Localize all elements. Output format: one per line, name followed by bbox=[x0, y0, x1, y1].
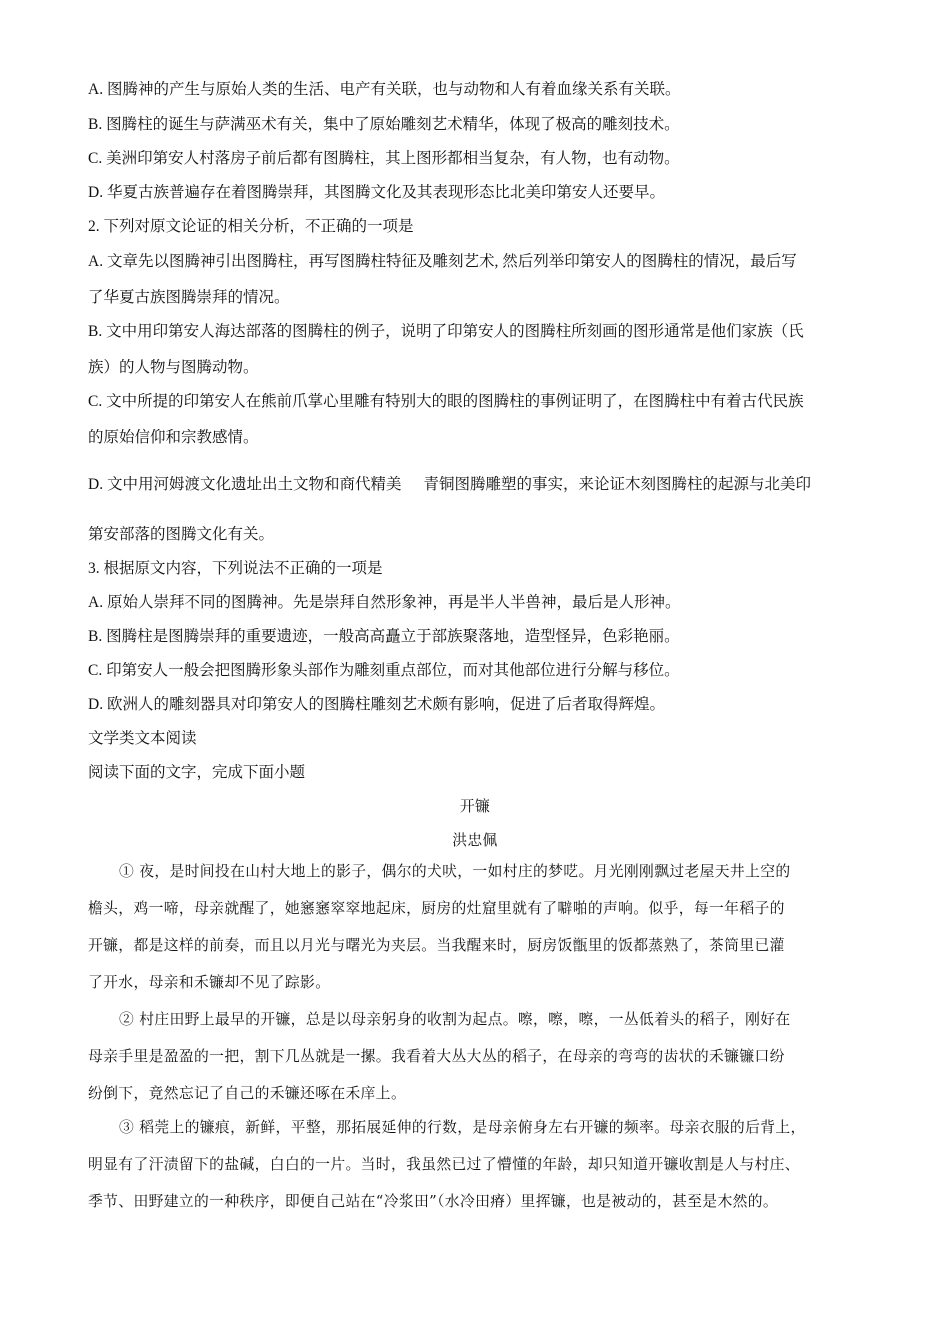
q2-option-d-part1: D. 文中用河姆渡文化遗址出土文物和商代精美 bbox=[88, 476, 402, 493]
q3-option-a: A. 原始人崇拜不同的图腾神。先是崇拜自然形象神，再是半人半兽神，最后是人形神。 bbox=[88, 594, 681, 611]
passage-p1-line1: ① 夜，是时间投在山村大地上的影子，偶尔的犬吠，一如村庄的梦呓。月光刚刚飘过老屋天井上空的 bbox=[119, 863, 791, 880]
q2-option-d-line1 bbox=[88, 475, 811, 495]
section-heading: 文学类文本阅读 bbox=[88, 730, 197, 747]
q2-option-b-line2: 族）的人物与图腾动物。 bbox=[88, 359, 259, 376]
passage-author: 洪忠佩 bbox=[452, 832, 498, 849]
q3-option-b: B. 图腾柱是图腾崇拜的重要遗迹，一般高高矗立于部族聚落地，造型怪异，色彩艳丽。 bbox=[88, 628, 680, 645]
passage-p1-line4: 了开水，母亲和禾镰却不见了踪影。 bbox=[88, 974, 331, 991]
q3-stem: 3. 根据原文内容，下列说法不正确的一项是 bbox=[88, 560, 383, 577]
passage-p3-line2: 明显有了汗渍留下的盐碱，白白的一片。当时，我虽然已过了懵懂的年龄，却只知道开镰收割是人与村庄、 bbox=[88, 1156, 800, 1173]
q1-option-d: D. 华夏古族普遍存在着图腾崇拜，其图腾文化及其表现形态比北美印第安人还要早。 bbox=[88, 184, 665, 201]
q3-option-c: C. 印第安人一般会把图腾形象头部作为雕刻重点部位，而对其他部位进行分解与移位。 bbox=[88, 662, 680, 679]
passage-p2-line3: 纷倒下，竟然忘记了自己的禾镰还啄在禾庠上。 bbox=[88, 1085, 407, 1102]
q1-option-c: C. 美洲印第安人村落房子前后都有图腾柱，其上图形都相当复杂，有人物，也有动物。 bbox=[88, 150, 680, 167]
q2-option-d-line2: 第安部落的图腾文化有关。 bbox=[88, 526, 275, 543]
q2-option-d-part2: 青铜图腾雕塑的事实，来论证木刻图腾柱的起源与北美印 bbox=[423, 476, 811, 493]
passage-p1-line2: 檐头，鸡一啼，母亲就醒了，她窸窸窣窣地起床，厨房的灶窟里就有了噼啪的声响。似乎，每一年稻子的 bbox=[88, 900, 785, 917]
section-instruction: 阅读下面的文字，完成下面小题 bbox=[88, 764, 306, 781]
q2-option-a-line1: A. 文章先以图腾神引出图腾柱，再写图腾柱特征及雕刻艺术, 然后列举印第安人的图腾柱的情况，最后写 bbox=[88, 253, 797, 270]
passage-p3-line1: ③ 稻莞上的镰痕，新鲜，平整，那拓展延伸的行数，是母亲俯身左右开镰的频率。母亲衣服的后背上， bbox=[119, 1119, 806, 1136]
q1-option-b: B. 图腾柱的诞生与萨满巫术有关，集中了原始雕刻艺术精华，体现了极高的雕刻技术。 bbox=[88, 116, 680, 133]
q2-option-a-line2: 了华夏古族图腾崇拜的情况。 bbox=[88, 289, 290, 306]
q2-option-c-line1: C. 文中所提的印第安人在熊前爪掌心里雕有特别大的眼的图腾柱的事例证明了，在图腾柱中有着古代民族 bbox=[88, 393, 804, 410]
q2-option-b-line1: B. 文中用印第安人海达部落的图腾柱的例子，说明了印第安人的图腾柱所刻画的图形通常是他们家族（氏 bbox=[88, 323, 804, 340]
passage-p2-line2: 母亲手里是盈盈的一把，割下几丛就是一摞。我看着大丛大丛的稻子，在母亲的弯弯的齿状的禾镰镰口纷 bbox=[88, 1048, 785, 1065]
q1-option-a: A. 图腾神的产生与原始人类的生活、电产有关联，也与动物和人有着血缘关系有关联。 bbox=[88, 81, 681, 98]
passage-title: 开镰 bbox=[459, 798, 491, 815]
passage-p3-line3: 季节、田野建立的一种秩序，即便自己站在“冷浆田”（水冷田瘠）里挥镰，也是被动的，甚至是木然的。 bbox=[88, 1193, 779, 1210]
q2-stem: 2. 下列对原文论证的相关分析，不正确的一项是 bbox=[88, 218, 414, 235]
q2-option-c-line2: 的原始信仰和宗教感情。 bbox=[88, 429, 259, 446]
q3-option-d: D. 欧洲人的雕刻器具对印第安人的图腾柱雕刻艺术颇有影响，促进了后者取得辉煌。 bbox=[88, 696, 665, 713]
passage-p1-line3: 开镰，都是这样的前奏，而且以月光与曙光为夹层。当我醒来时，厨房饭甑里的饭都蒸熟了，茶筒里已灌 bbox=[88, 937, 785, 954]
passage-p2-line1: ② 村庄田野上最早的开镰，总是以母亲躬身的收割为起点。嚓，嚓，嚓，一丛低着头的稻子，刚好在 bbox=[119, 1011, 791, 1028]
